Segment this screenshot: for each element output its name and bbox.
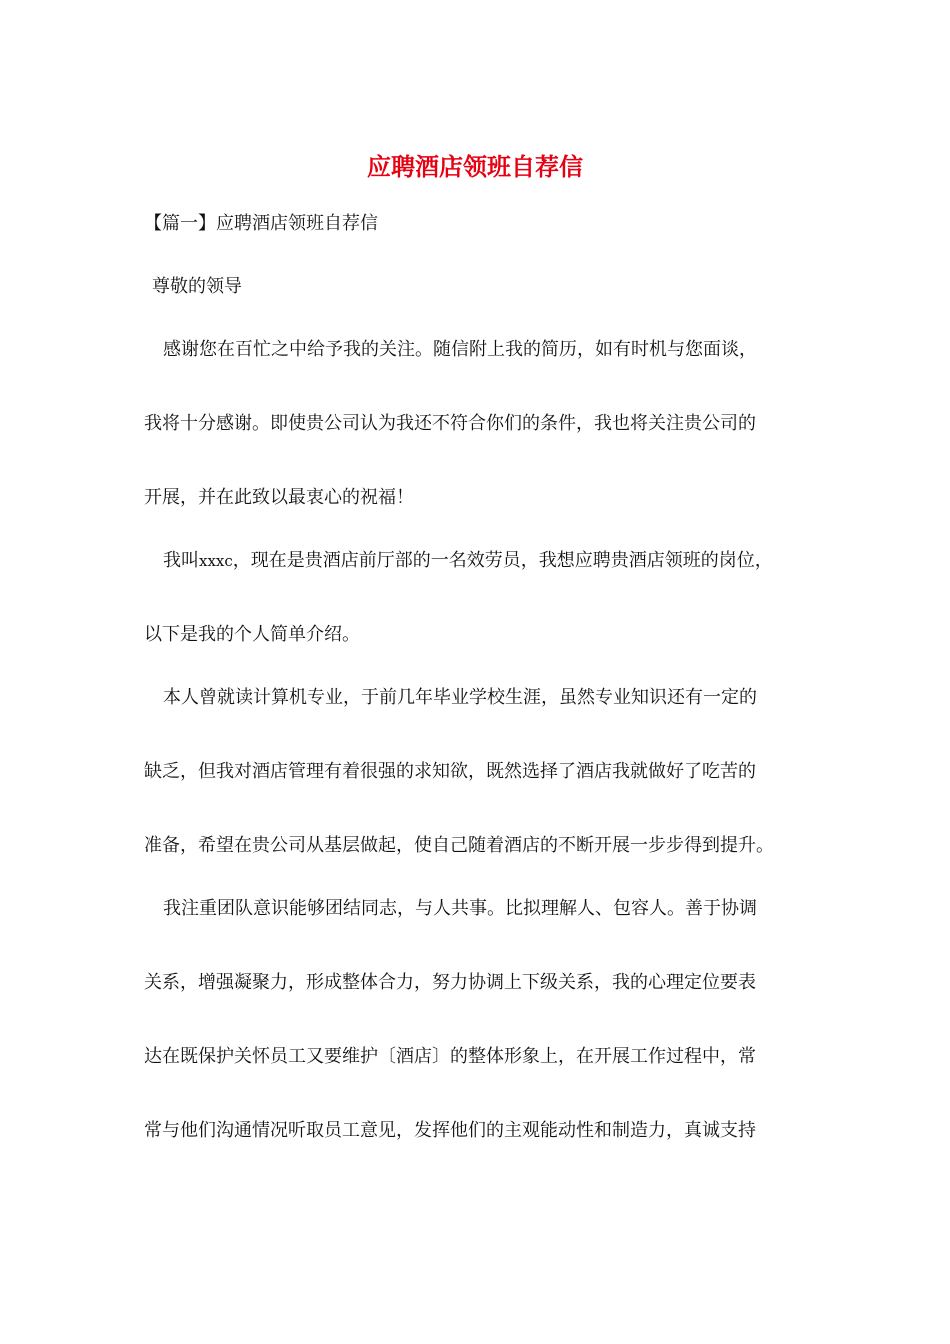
paragraph-line: 准备，希望在贵公司从基层做起，使自己随着酒店的不断开展一步步得到提升。 xyxy=(144,835,774,856)
salutation: 尊敬的领导 xyxy=(152,276,242,297)
paragraph-line: 达在既保护关怀员工又要维护〔酒店〕的整体形象上，在开展工作过程中，常 xyxy=(144,1046,756,1067)
paragraph-line: 以下是我的个人简单介绍。 xyxy=(144,624,360,645)
paragraph-line: 常与他们沟通情况听取员工意见，发挥他们的主观能动性和制造力，真诚支持 xyxy=(144,1120,756,1141)
intro-prefix: 我叫 xyxy=(163,550,199,571)
document-title: 应聘酒店领班自荐信 xyxy=(367,152,583,181)
intro-suffix: ，现在是贵酒店前厅部的一名效劳员，我想应聘贵酒店领班的岗位， xyxy=(232,550,773,571)
paragraph-line: 本人曾就读计算机专业，于前几年毕业学校生涯，虽然专业知识还有一定的 xyxy=(163,687,757,708)
paragraph-line: 缺乏，但我对酒店管理有着很强的求知欲，既然选择了酒店我就做好了吃苦的 xyxy=(144,761,756,782)
paragraph-line: 开展，并在此致以最衷心的祝福！ xyxy=(144,487,414,508)
paragraph-line: 我将十分感谢。即使贵公司认为我还不符合你们的条件，我也将关注贵公司的 xyxy=(144,413,756,434)
applicant-name: xxxc xyxy=(199,552,233,570)
intro-line xyxy=(163,548,773,574)
paragraph-line: 我注重团队意识能够团结同志，与人共事。比拟理解人、包容人。善于协调 xyxy=(163,898,757,919)
section-heading: 【篇一】应聘酒店领班自荐信 xyxy=(144,213,378,234)
paragraph-line: 关系，增强凝聚力，形成整体合力，努力协调上下级关系，我的心理定位要表 xyxy=(144,972,756,993)
paragraph-line: 感谢您在百忙之中给予我的关注。随信附上我的简历，如有时机与您面谈， xyxy=(163,339,757,360)
